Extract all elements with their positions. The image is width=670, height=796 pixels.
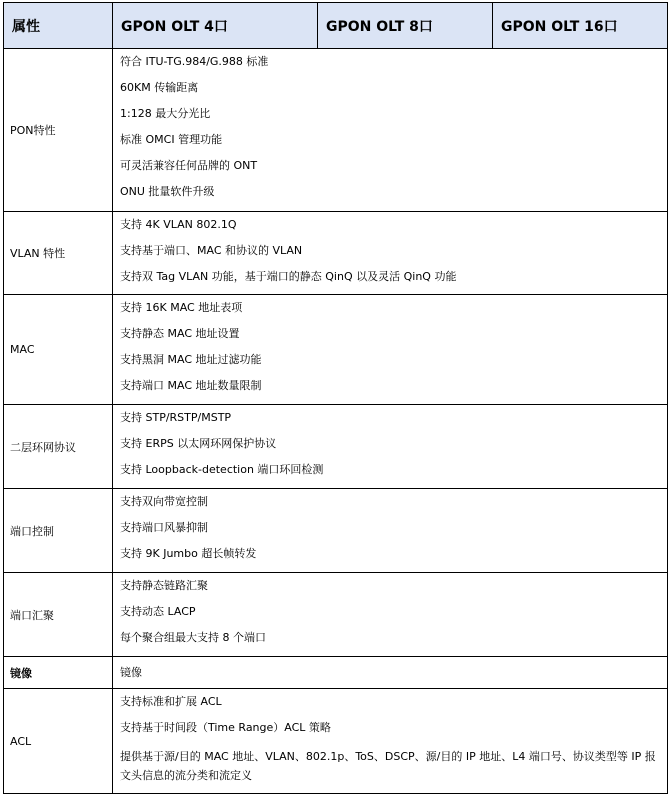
feature-line: 支持基于时间段（Time Range）ACL 策略	[120, 721, 331, 734]
feature-line: 1:128 最大分光比	[120, 107, 211, 120]
feature-line: 标准 OMCI 管理功能	[120, 133, 223, 146]
feature-line: ONU 批量软件升级	[120, 185, 215, 198]
table-row	[3, 49, 668, 212]
feature-line: 每个聚合组最大支持 8 个端口	[120, 631, 266, 644]
row-attribute: MAC	[3, 295, 113, 404]
feature-line: 支持黑洞 MAC 地址过滤功能	[120, 353, 262, 366]
feature-line: 支持端口风暴抑制	[120, 521, 208, 534]
header-gpon-olt-8: GPON OLT 8口	[318, 3, 493, 48]
feature-line: 提供基于源/目的 MAC 地址、VLAN、802.1p、ToS、DSCP、源/目的 IP 地址、L4 端口号、协议类型等 IP 报文头信息的流分类和流定义	[120, 750, 656, 782]
row-attribute: PON特性	[3, 49, 113, 211]
feature-line: 符合 ITU-TG.984/G.988 标准	[120, 55, 269, 68]
spec-table	[3, 2, 668, 794]
header-gpon-olt-4: GPON OLT 4口	[113, 3, 318, 48]
table-row	[3, 489, 668, 573]
row-features	[113, 49, 668, 211]
feature-line: 支持 4K VLAN 802.1Q	[120, 218, 237, 231]
feature-line: 支持双 Tag VLAN 功能，基于端口的静态 QinQ 以及灵活 QinQ 功能	[120, 270, 457, 283]
row-features	[113, 489, 668, 572]
feature-line: 可灵活兼容任何品牌的 ONT	[120, 159, 258, 172]
feature-line: 镜像	[120, 666, 142, 679]
row-features	[113, 657, 668, 688]
table-row	[3, 689, 668, 794]
feature-line: 支持静态链路汇聚	[120, 579, 208, 592]
row-attribute: VLAN 特性	[3, 212, 113, 294]
table-row	[3, 295, 668, 405]
feature-line: 支持双向带宽控制	[120, 495, 208, 508]
feature-line: 支持基于端口、MAC 和协议的 VLAN	[120, 244, 303, 257]
row-features	[113, 405, 668, 488]
feature-line: 支持静态 MAC 地址设置	[120, 327, 240, 340]
row-attribute: ACL	[3, 689, 113, 793]
row-attribute: 端口控制	[3, 489, 113, 572]
table-row	[3, 212, 668, 295]
row-features	[113, 573, 668, 656]
row-attribute: 端口汇聚	[3, 573, 113, 656]
table-header-row	[3, 2, 668, 49]
header-attribute: 属性	[3, 3, 113, 48]
row-features	[113, 689, 668, 793]
feature-line: 支持 Loopback-detection 端口环回检测	[120, 463, 324, 476]
feature-line: 支持端口 MAC 地址数量限制	[120, 379, 262, 392]
feature-line: 支持 9K Jumbo 超长帧转发	[120, 547, 257, 560]
row-features	[113, 295, 668, 404]
header-gpon-olt-16: GPON OLT 16口	[493, 3, 668, 48]
feature-line: 支持 STP/RSTP/MSTP	[120, 411, 232, 424]
row-features	[113, 212, 668, 294]
feature-line: 支持标准和扩展 ACL	[120, 695, 222, 708]
feature-line: 支持 16K MAC 地址表项	[120, 301, 243, 314]
table-row	[3, 657, 668, 689]
feature-line: 60KM 传输距离	[120, 81, 199, 94]
table-row	[3, 573, 668, 657]
feature-line: 支持 ERPS 以太网环网保护协议	[120, 437, 277, 450]
feature-line: 支持动态 LACP	[120, 605, 196, 618]
row-attribute: 镜像	[3, 657, 113, 688]
table-row	[3, 405, 668, 489]
row-attribute: 二层环网协议	[3, 405, 113, 488]
